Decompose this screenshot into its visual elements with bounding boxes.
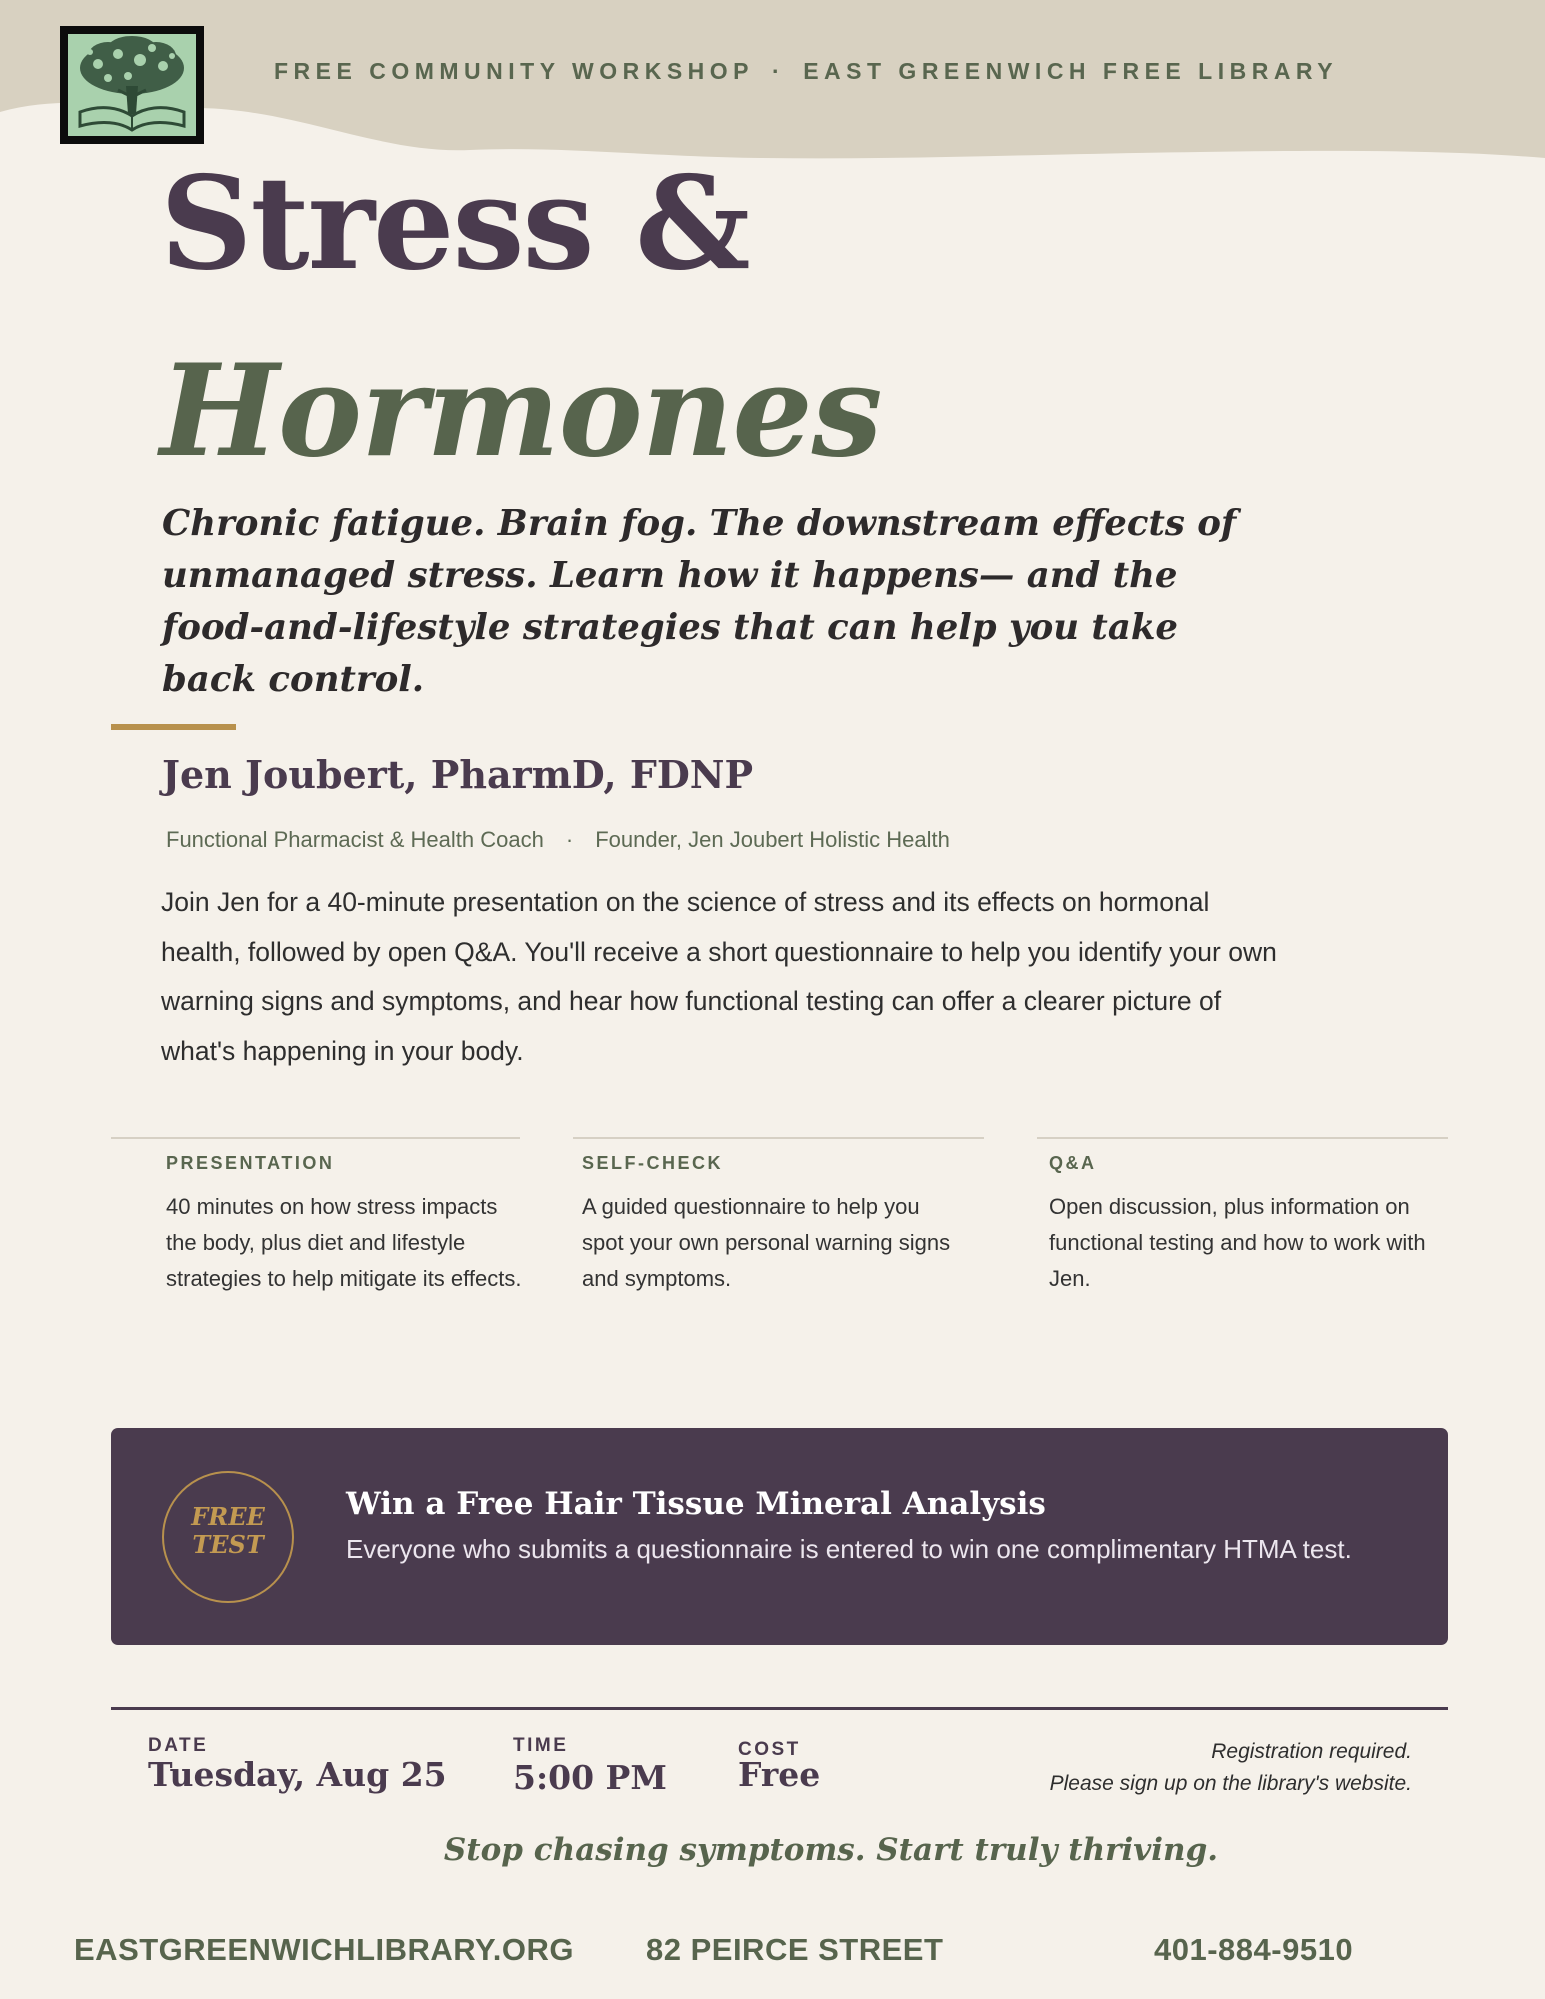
- feature-divider: [573, 1137, 984, 1139]
- cost-value: Free: [738, 1755, 821, 1794]
- date-label: DATE: [148, 1735, 209, 1756]
- feature-presentation: [111, 1137, 520, 1337]
- title-line-2: Hormones: [160, 337, 882, 485]
- feature-text: Open discussion, plus information on functional testing and how to work with Jen.: [1049, 1194, 1426, 1291]
- header-separator: ·: [772, 58, 786, 84]
- free-test-badge: [162, 1471, 294, 1603]
- tree-book-icon: [68, 34, 196, 136]
- speaker-name: Jen Joubert, PharmD, FDNP: [162, 752, 754, 797]
- venue-name: EAST GREENWICH FREE LIBRARY: [803, 58, 1339, 84]
- promo-text: Everyone who submits a questionnaire is entered to win one complimentary HTMA test.: [346, 1534, 1352, 1564]
- badge-line-1: FREE: [191, 1502, 265, 1531]
- subtitle: Chronic fatigue. Brain fog. The downstream effects of unmanaged stress. Learn how it happens— and the food-and-lifestyle strategies that can help you take back control.: [162, 503, 1237, 700]
- date-value: Tuesday, Aug 25: [148, 1755, 447, 1794]
- speaker-roles: [166, 827, 950, 853]
- feature-text: A guided questionnaire to help you spot your own personal warning signs and symptoms.: [582, 1194, 951, 1291]
- footer-website-link[interactable]: EASTGREENWICHLIBRARY.ORG: [74, 1932, 574, 1967]
- time-label: TIME: [513, 1735, 569, 1756]
- description: Join Jen for a 40-minute presentation on the science of stress and its effects on hormonal health, followed by open Q&A. You'll receive a short questionnaire to help you identify your own warning signs and symptoms, and hear how functional testing can offer a clearer picture of what's happening in your body.: [161, 887, 1277, 1066]
- registration-line-1: Registration required.: [1211, 1740, 1412, 1763]
- promo-banner: [111, 1428, 1448, 1645]
- feature-title: Q&A: [1049, 1153, 1097, 1173]
- feature-divider: [1037, 1137, 1448, 1139]
- feature-divider: [111, 1137, 520, 1139]
- feature-self-check: [573, 1137, 984, 1337]
- time-value: 5:00 PM: [513, 1758, 667, 1797]
- badge-line-2: TEST: [192, 1530, 264, 1559]
- details-divider: [111, 1707, 1448, 1710]
- event-type: FREE COMMUNITY WORKSHOP: [274, 58, 755, 84]
- feature-title: PRESENTATION: [166, 1153, 335, 1173]
- library-logo: [60, 26, 204, 144]
- speaker-separator: ·: [565, 827, 574, 852]
- promo-title: Win a Free Hair Tissue Mineral Analysis: [346, 1486, 1046, 1522]
- tagline: Stop chasing symptoms. Start truly thriving.: [443, 1832, 1219, 1868]
- speaker-role: Functional Pharmacist & Health Coach: [166, 827, 544, 852]
- accent-divider: [111, 724, 236, 730]
- feature-title: SELF-CHECK: [582, 1153, 723, 1173]
- footer-phone[interactable]: 401-884-9510: [1154, 1932, 1354, 1967]
- registration-line-2: Please sign up on the library's website.: [1049, 1772, 1412, 1795]
- speaker-organization: Founder, Jen Joubert Holistic Health: [595, 827, 950, 852]
- registration-note: [1050, 1736, 1412, 1800]
- header-text: [274, 58, 1338, 85]
- feature-text: 40 minutes on how stress impacts the body, plus diet and lifestyle strategies to help mitigate its effects.: [166, 1194, 522, 1291]
- footer-address: 82 PEIRCE STREET: [646, 1932, 944, 1967]
- feature-qa: [1037, 1137, 1448, 1337]
- title-line-1: Stress &: [160, 149, 749, 299]
- cost-label: COST: [738, 1739, 801, 1760]
